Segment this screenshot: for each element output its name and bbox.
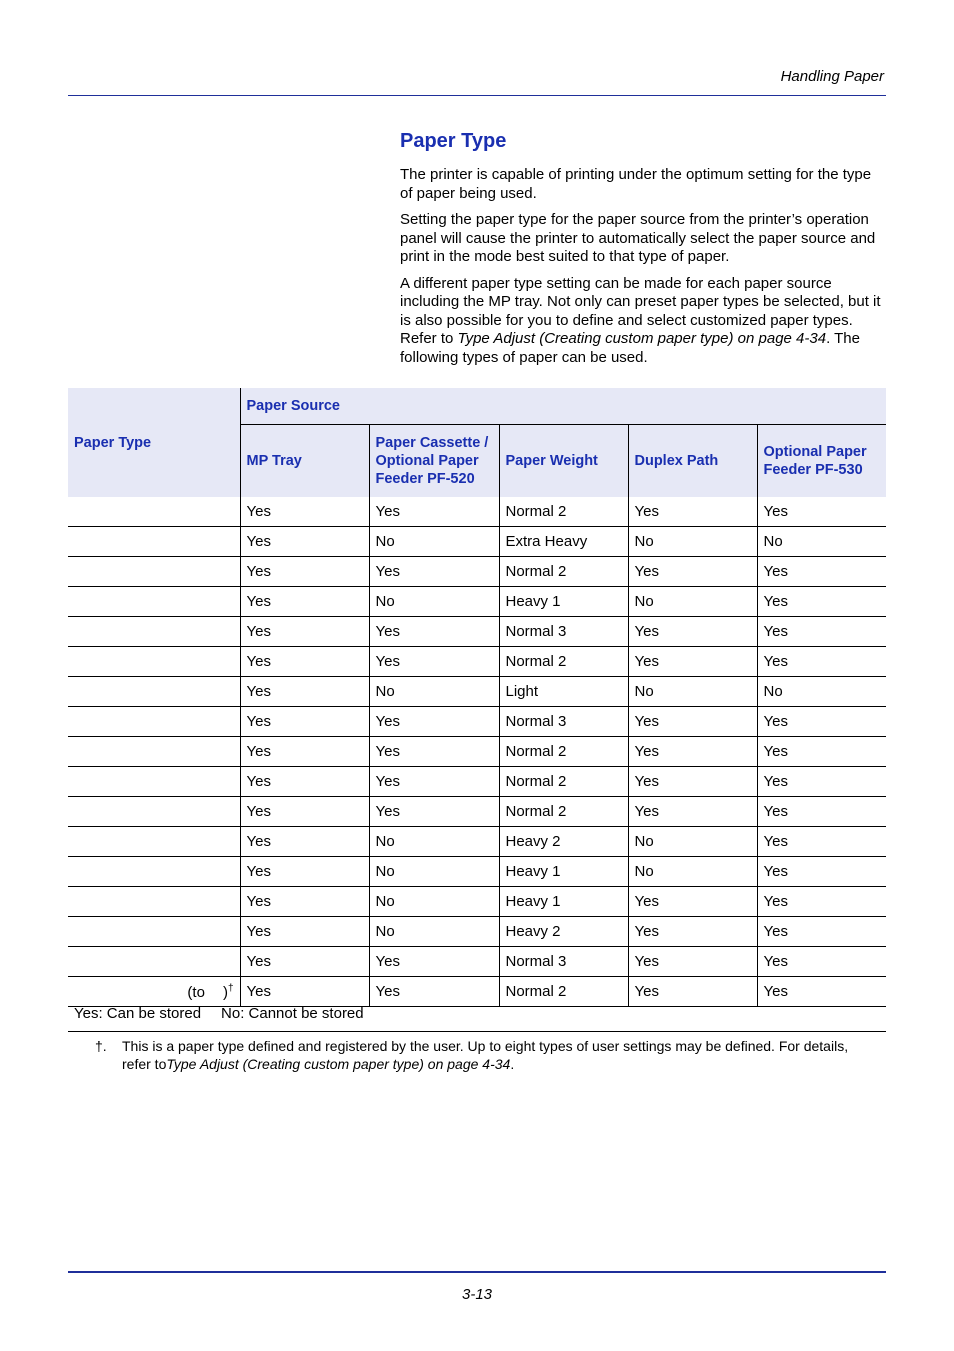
paper-type-cell: [68, 617, 240, 647]
table-cell: Yes: [757, 797, 886, 827]
footnote-reference: Type Adjust (Creating custom paper type) on page 4-34: [166, 1056, 511, 1072]
table-cell: Yes: [369, 797, 499, 827]
table-cell: Yes: [240, 707, 369, 737]
table-row: [68, 587, 886, 617]
table-cell: Yes: [757, 497, 886, 527]
legend-no: No: Cannot be stored: [221, 1005, 364, 1022]
paper-type-cell: [68, 887, 240, 917]
header-paper-cassette: Paper Cassette / Optional Paper Feeder PF-520: [369, 425, 499, 498]
table-cell: Heavy 1: [499, 887, 628, 917]
table-cell: Yes: [240, 827, 369, 857]
page-number: 3-13: [461, 1286, 493, 1303]
table-cell: No: [628, 587, 757, 617]
table-cell: Normal 2: [499, 797, 628, 827]
table-cell: Yes: [369, 737, 499, 767]
table-cell: Extra Heavy: [499, 527, 628, 557]
table-cell: No: [369, 827, 499, 857]
header-rule: [68, 95, 886, 96]
table-row: [68, 917, 886, 947]
table-cell: Yes: [757, 827, 886, 857]
table-row: [68, 857, 886, 887]
running-header: Handling Paper: [780, 68, 884, 85]
table-row: [68, 497, 886, 527]
table-cell: Yes: [240, 857, 369, 887]
paper-type-cell: [68, 707, 240, 737]
table-cell: Normal 3: [499, 947, 628, 977]
table-cell: Light: [499, 677, 628, 707]
table-cell: Yes: [757, 887, 886, 917]
table-cell: Yes: [240, 647, 369, 677]
header-paper-type: Paper Type: [68, 388, 240, 497]
table-cell: Yes: [240, 737, 369, 767]
table-legend: [74, 1005, 364, 1022]
table-cell: Yes: [757, 587, 886, 617]
table-cell: Yes: [628, 707, 757, 737]
header-optional-feeder: Optional Paper Feeder PF-530: [757, 425, 886, 498]
legend-yes: Yes: Can be stored: [74, 1005, 202, 1022]
table-cell: Yes: [628, 617, 757, 647]
table-cell: Yes: [628, 947, 757, 977]
table-cell: No: [369, 587, 499, 617]
table-row: [68, 977, 886, 1007]
table-cell: No: [369, 527, 499, 557]
footnote: [95, 1037, 865, 1073]
table-row: [68, 887, 886, 917]
custom-type-label: (to: [187, 983, 205, 1001]
table-cell: No: [628, 527, 757, 557]
table-cell: Yes: [628, 887, 757, 917]
table-cell: Yes: [240, 587, 369, 617]
footnote-text: [122, 1037, 865, 1073]
table-row: [68, 827, 886, 857]
table-cell: Yes: [369, 707, 499, 737]
table-cell: Normal 3: [499, 707, 628, 737]
footnote-mark: †.: [95, 1038, 107, 1054]
paper-type-cell: [68, 947, 240, 977]
table-cell: No: [369, 857, 499, 887]
table-cell: Yes: [628, 557, 757, 587]
table-cell: Yes: [240, 617, 369, 647]
header-mp-tray: MP Tray: [240, 425, 369, 498]
table-cell: Normal 3: [499, 617, 628, 647]
table-cell: Yes: [757, 557, 886, 587]
table-cell: Yes: [240, 497, 369, 527]
table-cell: Yes: [240, 887, 369, 917]
table-cell: Yes: [369, 767, 499, 797]
table-cell: Yes: [757, 707, 886, 737]
table-cell: Yes: [369, 947, 499, 977]
table-row: [68, 947, 886, 977]
table-cell: Heavy 1: [499, 587, 628, 617]
table-cell: Yes: [369, 557, 499, 587]
table-cell: Yes: [757, 977, 886, 1007]
table-cell: Yes: [628, 647, 757, 677]
table-cell: Yes: [628, 797, 757, 827]
table-cell: Yes: [628, 917, 757, 947]
table-cell: Yes: [628, 497, 757, 527]
table-cell: Yes: [240, 797, 369, 827]
cross-reference: Type Adjust (Creating custom paper type) on page 4-34: [457, 330, 827, 347]
section-body: [400, 166, 886, 375]
table-cell: Yes: [757, 617, 886, 647]
header-paper-source: Paper Source: [240, 388, 886, 425]
table-row: [68, 677, 886, 707]
table-cell: No: [628, 827, 757, 857]
legend-rule: [68, 1031, 886, 1032]
table-cell: Yes: [240, 767, 369, 797]
paper-type-cell: [68, 797, 240, 827]
table-cell: Normal 2: [499, 557, 628, 587]
table-cell: No: [369, 917, 499, 947]
table-cell: Yes: [757, 917, 886, 947]
table-cell: Yes: [369, 647, 499, 677]
table-cell: Normal 2: [499, 737, 628, 767]
paper-type-cell: [68, 977, 240, 1007]
table-row: [68, 737, 886, 767]
paper-type-cell: [68, 557, 240, 587]
footer-rule: [68, 1271, 886, 1273]
table-cell: Yes: [240, 527, 369, 557]
paragraph-3-tail: . The following types of paper can be used.: [400, 330, 860, 366]
table-row: [68, 707, 886, 737]
table-cell: Yes: [757, 737, 886, 767]
table-row: [68, 647, 886, 677]
table-cell: Heavy 1: [499, 857, 628, 887]
paragraph-1: The printer is capable of printing under the optimum setting for the type of paper being used.: [400, 166, 872, 202]
custom-type-label-end: ): [222, 983, 228, 1001]
paper-type-cell: [68, 587, 240, 617]
paper-type-cell: [68, 737, 240, 767]
table-cell: Yes: [628, 977, 757, 1007]
table-cell: Yes: [369, 977, 499, 1007]
paper-type-cell: [68, 527, 240, 557]
table-cell: Yes: [628, 737, 757, 767]
table-cell: Normal 2: [499, 647, 628, 677]
table-cell: Heavy 2: [499, 917, 628, 947]
table-cell: Yes: [757, 767, 886, 797]
table-cell: Yes: [240, 557, 369, 587]
table-cell: No: [628, 857, 757, 887]
table-cell: Yes: [757, 857, 886, 887]
paper-type-cell: [68, 827, 240, 857]
table-cell: No: [628, 677, 757, 707]
table-cell: Yes: [757, 647, 886, 677]
table-cell: Yes: [369, 617, 499, 647]
header-paper-weight: Paper Weight: [499, 425, 628, 498]
table-cell: Normal 2: [499, 767, 628, 797]
paper-type-cell: [68, 647, 240, 677]
table-cell: Yes: [369, 497, 499, 527]
paper-type-cell: [68, 917, 240, 947]
paper-type-cell: [68, 857, 240, 887]
paper-type-cell: [68, 497, 240, 527]
paragraph-2: Setting the paper type for the paper source from the printer’s operation panel will cause the printer to automatically select the paper source and print in the mode best suited to that type of paper.: [400, 211, 876, 265]
table-cell: No: [757, 527, 886, 557]
table-cell: Normal 2: [499, 497, 628, 527]
table-row: [68, 527, 886, 557]
table-row: [68, 557, 886, 587]
table-row: [68, 797, 886, 827]
table-cell: Yes: [240, 977, 369, 1007]
footnote-tail: .: [510, 1056, 515, 1072]
table-cell: Normal 2: [499, 977, 628, 1007]
table-cell: No: [369, 677, 499, 707]
paper-type-table: [68, 388, 886, 1007]
paper-type-cell: [68, 767, 240, 797]
table-cell: Yes: [240, 947, 369, 977]
table-cell: Heavy 2: [499, 827, 628, 857]
table-cell: No: [757, 677, 886, 707]
dagger-mark: †: [227, 982, 234, 994]
paragraph-3-text: A different paper type setting can be made for each paper source including the MP tray. Not only can preset paper types be selected, but it is also possible for you to define and select customized paper types. Refer to: [400, 274, 881, 347]
table-cell: Yes: [240, 917, 369, 947]
header-duplex-path: Duplex Path: [628, 425, 757, 498]
paragraph-3: [400, 275, 886, 368]
footnote-body: This is a paper type defined and registered by the user. Up to eight types of user settings may be defined. For details, refer to: [122, 1038, 849, 1072]
table-cell: Yes: [757, 947, 886, 977]
paper-type-cell: [68, 677, 240, 707]
table-row: [68, 767, 886, 797]
table-row: [68, 617, 886, 647]
table-cell: Yes: [240, 677, 369, 707]
table-cell: No: [369, 887, 499, 917]
table-cell: Yes: [628, 767, 757, 797]
section-title: Paper Type: [400, 130, 507, 152]
